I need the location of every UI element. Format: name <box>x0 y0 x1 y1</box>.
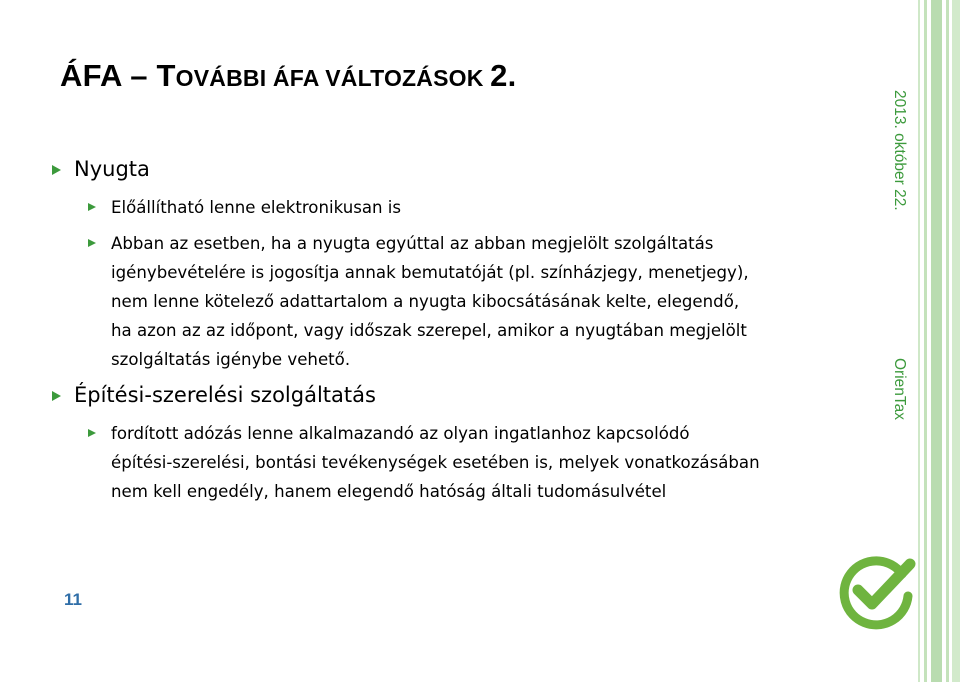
title-lead: ÁFA – T <box>60 58 176 93</box>
triangle-right-icon <box>88 429 96 437</box>
text-line: nem kell engedély, hanem elegendő hatóság általi tudomásulvétel <box>111 482 667 501</box>
side-date: 2013. október 22. <box>891 90 908 211</box>
title-tail: 2. <box>490 58 517 93</box>
text-line: nem lenne kötelező adattartalom a nyugta kibocsátásának kelte, elegendő, <box>111 292 740 311</box>
text-line: ha azon az az időpont, vagy időszak szerepel, amikor a nyugtában megjelölt <box>111 321 747 340</box>
text-line: szolgáltatás igénybe vehető. <box>111 350 351 369</box>
bullet-nyugta-text: Nyugta <box>74 157 150 181</box>
bullet-epitesi-text: Építési-szerelési szolgáltatás <box>74 383 376 407</box>
title-small-2: ÁFA VÁLTOZÁSOK <box>272 65 491 91</box>
text-line: Abban az esetben, ha a nyugta egyúttal az abban megjelölt szolgáltatás <box>111 234 714 253</box>
bullet-sub-ticket-text <box>111 229 749 374</box>
checkmark-logo-icon <box>836 552 916 632</box>
bullet-sub-reverse-charge-text <box>111 419 760 506</box>
triangle-right-icon <box>52 391 61 401</box>
text-line: fordított adózás lenne alkalmazandó az olyan ingatlanhoz kapcsolódó <box>111 424 690 443</box>
slide-title <box>60 58 516 94</box>
triangle-right-icon <box>52 165 61 175</box>
page-number: 11 <box>64 590 82 609</box>
side-brand: OrienTax <box>891 358 908 421</box>
text-line: építési-szerelési, bontási tevékenységek esetében is, melyek vonatkozásában <box>111 453 760 472</box>
triangle-right-icon <box>88 203 96 211</box>
triangle-right-icon <box>88 239 96 247</box>
title-small-1: OVÁBBI <box>175 65 273 91</box>
decorative-stripes <box>918 0 960 682</box>
bullet-sub-electronic-text: Előállítható lenne elektronikusan is <box>111 198 402 217</box>
text-line: igénybevételére is jogosítja annak bemutatóját (pl. színházjegy, menetjegy), <box>111 263 749 282</box>
